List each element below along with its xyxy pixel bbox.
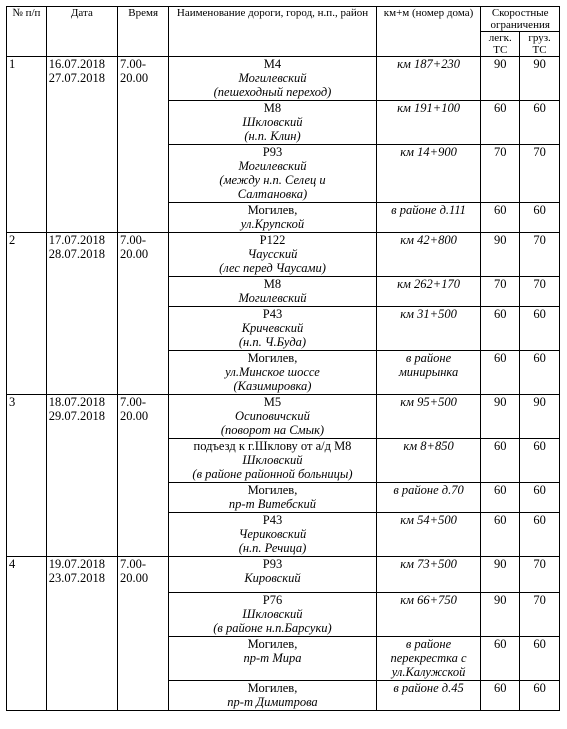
group-number-cell: 4 <box>7 557 47 711</box>
truck-limit-cell: 60 <box>520 307 560 351</box>
light-limit-cell: 60 <box>481 351 520 395</box>
km-cell: км 54+500 <box>376 513 481 557</box>
road-cell <box>169 557 376 593</box>
road-name: М8 <box>263 101 282 115</box>
truck-limit-cell: 70 <box>520 233 560 277</box>
road-name: М4 <box>263 57 282 71</box>
road-detail: Кировский <box>244 571 301 585</box>
light-limit-cell: 90 <box>481 57 520 101</box>
road-detail: (поворот на Смык) <box>220 423 325 437</box>
km-cell: км 95+500 <box>376 395 481 439</box>
header-road: Наименование дороги, город, н.п., район <box>169 7 376 57</box>
time-end: 20.00 <box>120 247 149 261</box>
road-detail: Чаусский <box>247 247 298 261</box>
road-detail: Осиповичский <box>235 409 310 423</box>
date-start: 16.07.2018 <box>48 57 106 71</box>
time-end: 20.00 <box>120 409 149 423</box>
group-number-cell: 1 <box>7 57 47 233</box>
road-detail: (Казимировка) <box>233 379 312 393</box>
road-detail: (н.п. Ч.Буда) <box>238 335 307 349</box>
km-cell: в районе перекрестка с ул.Калужской <box>376 637 481 681</box>
road-cell <box>169 395 376 439</box>
km-cell: км 42+800 <box>376 233 481 277</box>
truck-limit-cell: 70 <box>520 277 560 307</box>
header-time: Время <box>118 7 169 57</box>
road-detail: (в районе районной больницы) <box>192 467 353 481</box>
km-cell: км 66+750 <box>376 593 481 637</box>
road-cell <box>169 57 376 101</box>
road-cell <box>169 351 376 395</box>
km-cell: км 262+170 <box>376 277 481 307</box>
road-name: Могилев, <box>247 637 298 651</box>
road-detail: (н.п. Речица) <box>238 541 307 555</box>
road-detail: Шкловский <box>242 453 303 467</box>
header-num: № п/п <box>7 7 47 57</box>
truck-limit-cell: 60 <box>520 351 560 395</box>
light-limit-cell: 90 <box>481 233 520 277</box>
road-name: Р43 <box>262 513 283 527</box>
truck-limit-cell: 60 <box>520 681 560 711</box>
km-cell: в районе д.111 <box>376 203 481 233</box>
km-cell: в районе минирынка <box>376 351 481 395</box>
road-cell <box>169 439 376 483</box>
km-cell: в районе д.70 <box>376 483 481 513</box>
date-start: 19.07.2018 <box>48 557 106 571</box>
group-number-cell: 3 <box>7 395 47 557</box>
road-detail: (н.п. Клин) <box>244 129 301 143</box>
header-light-vehicles: легк. ТС <box>481 32 520 57</box>
group-time-cell <box>118 395 169 557</box>
group-time-cell <box>118 57 169 233</box>
light-limit-cell: 60 <box>481 483 520 513</box>
date-end: 27.07.2018 <box>48 71 106 85</box>
road-cell <box>169 483 376 513</box>
date-end: 28.07.2018 <box>48 247 106 261</box>
truck-limit-cell: 70 <box>520 145 560 203</box>
road-name: Могилев, <box>247 203 298 217</box>
km-cell: км 73+500 <box>376 557 481 593</box>
road-cell <box>169 513 376 557</box>
road-detail: Чериковский <box>238 527 307 541</box>
km-cell: км 8+850 <box>376 439 481 483</box>
road-name: М8 <box>263 277 282 291</box>
road-cell <box>169 307 376 351</box>
road-detail: (пешеходный переход) <box>213 85 332 99</box>
header-km: км+м (номер дома) <box>376 7 481 57</box>
light-limit-cell: 60 <box>481 439 520 483</box>
road-detail: Могилевский <box>238 71 307 85</box>
light-limit-cell: 60 <box>481 307 520 351</box>
light-limit-cell: 60 <box>481 637 520 681</box>
speed-limit-schedule-table <box>6 6 560 711</box>
road-name: Могилев, <box>247 483 298 497</box>
light-limit-cell: 90 <box>481 593 520 637</box>
date-end: 29.07.2018 <box>48 409 106 423</box>
group-number-cell: 2 <box>7 233 47 395</box>
group-dates-cell <box>46 395 117 557</box>
table-header <box>7 7 560 57</box>
road-detail: пр-т Мира <box>243 651 302 665</box>
time-start: 7.00- <box>120 57 147 71</box>
road-name: Могилев, <box>247 681 298 695</box>
road-cell <box>169 203 376 233</box>
km-cell: км 14+900 <box>376 145 481 203</box>
road-detail: Шкловский <box>242 607 303 621</box>
km-cell: км 187+230 <box>376 57 481 101</box>
road-detail: (в районе н.п.Барсуки) <box>213 621 332 635</box>
table-row <box>7 395 560 439</box>
time-start: 7.00- <box>120 557 147 571</box>
road-detail: Могилевский <box>238 291 307 305</box>
road-detail: пр-т Димитрова <box>227 695 318 709</box>
group-dates-cell <box>46 557 117 711</box>
date-start: 18.07.2018 <box>48 395 106 409</box>
time-start: 7.00- <box>120 395 147 409</box>
road-name: Р122 <box>259 233 286 247</box>
light-limit-cell: 70 <box>481 277 520 307</box>
truck-limit-cell: 60 <box>520 637 560 681</box>
road-cell <box>169 593 376 637</box>
time-end: 20.00 <box>120 71 149 85</box>
truck-limit-cell: 60 <box>520 203 560 233</box>
road-cell <box>169 101 376 145</box>
light-limit-cell: 60 <box>481 203 520 233</box>
road-detail: (лес перед Чаусами) <box>219 261 326 275</box>
road-cell <box>169 145 376 203</box>
road-detail: ул.Крупской <box>240 217 305 231</box>
km-cell: км 191+100 <box>376 101 481 145</box>
road-detail: Могилевский <box>238 159 307 173</box>
table-row <box>7 233 560 277</box>
road-cell <box>169 277 376 307</box>
road-detail: Салтановка) <box>237 187 308 201</box>
road-cell <box>169 637 376 681</box>
road-cell <box>169 681 376 711</box>
light-limit-cell: 60 <box>481 101 520 145</box>
truck-limit-cell: 60 <box>520 513 560 557</box>
truck-limit-cell: 90 <box>520 57 560 101</box>
light-limit-cell: 90 <box>481 395 520 439</box>
group-time-cell <box>118 557 169 711</box>
date-start: 17.07.2018 <box>48 233 106 247</box>
table-row <box>7 57 560 101</box>
road-detail: пр-т Витебский <box>228 497 317 511</box>
truck-limit-cell: 60 <box>520 101 560 145</box>
table-row <box>7 557 560 593</box>
road-name: Могилев, <box>247 351 298 365</box>
road-detail: Кричевский <box>241 321 304 335</box>
truck-limit-cell: 90 <box>520 395 560 439</box>
time-start: 7.00- <box>120 233 147 247</box>
light-limit-cell: 90 <box>481 557 520 593</box>
truck-limit-cell: 60 <box>520 483 560 513</box>
road-detail: ул.Минское шоссе <box>225 365 320 379</box>
road-detail: Шкловский <box>242 115 303 129</box>
header-speed-limits: Скоростные ограничения <box>481 7 560 32</box>
road-name: Р43 <box>262 307 283 321</box>
group-dates-cell <box>46 57 117 233</box>
group-time-cell <box>118 233 169 395</box>
road-name: Р76 <box>262 593 283 607</box>
truck-limit-cell: 70 <box>520 557 560 593</box>
km-cell: в районе д.45 <box>376 681 481 711</box>
header-trucks: груз. ТС <box>520 32 560 57</box>
road-name: М5 <box>263 395 282 409</box>
truck-limit-cell: 60 <box>520 439 560 483</box>
header-date: Дата <box>46 7 117 57</box>
light-limit-cell: 60 <box>481 681 520 711</box>
group-dates-cell <box>46 233 117 395</box>
light-limit-cell: 70 <box>481 145 520 203</box>
km-cell: км 31+500 <box>376 307 481 351</box>
road-cell <box>169 233 376 277</box>
road-name: Р93 <box>262 557 283 571</box>
time-end: 20.00 <box>120 571 149 585</box>
light-limit-cell: 60 <box>481 513 520 557</box>
truck-limit-cell: 70 <box>520 593 560 637</box>
road-name: подъезд к г.Шклову от а/д М8 <box>193 439 352 453</box>
table-body <box>7 57 560 711</box>
date-end: 23.07.2018 <box>48 571 106 585</box>
road-name: Р93 <box>262 145 283 159</box>
road-detail: (между н.п. Селец и <box>219 173 326 187</box>
